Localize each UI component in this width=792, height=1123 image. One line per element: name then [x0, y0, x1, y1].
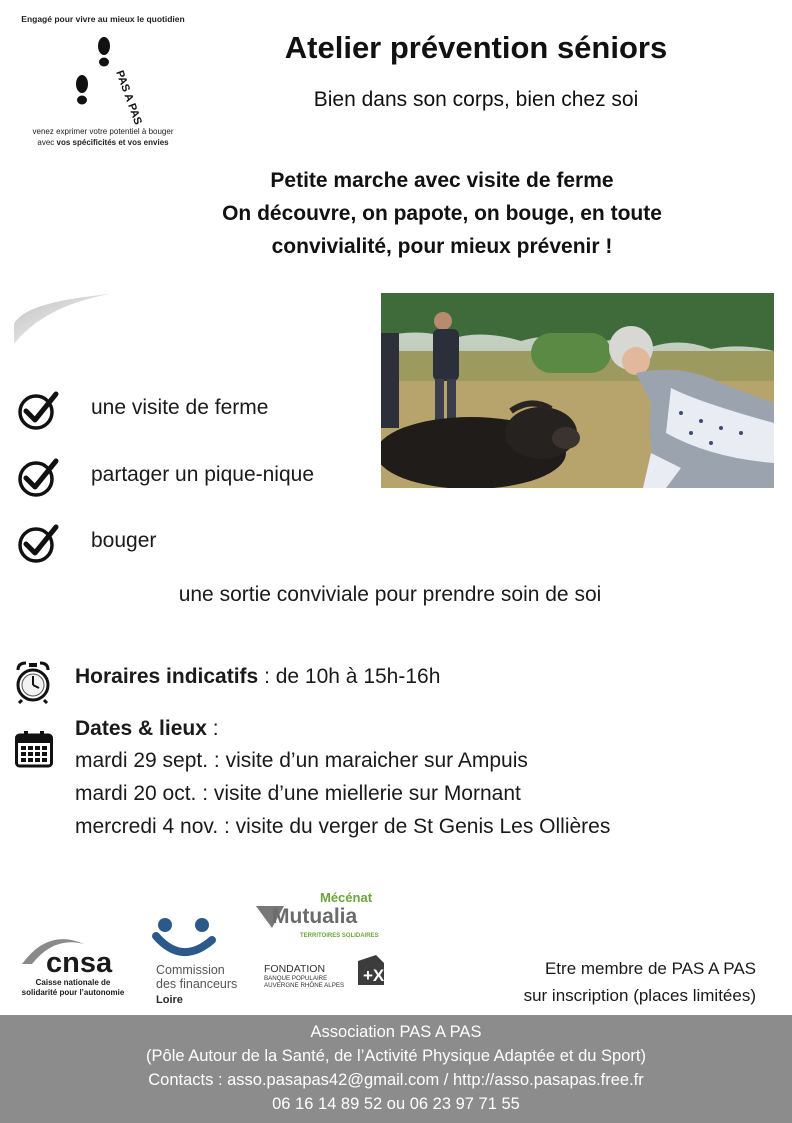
- decorative-swoosh: [14, 294, 114, 344]
- intro-line-2: On découvre, on papote, on bouge, en toute: [222, 202, 662, 225]
- outing-tagline: une sortie conviviale pour prendre soin de soi: [178, 583, 602, 606]
- mutualia-logo: [254, 888, 382, 942]
- intro-line-3: convivialité, pour mieux prévenir !: [271, 235, 613, 258]
- footprints-logo-mark: [66, 32, 146, 128]
- commission-line-3: Loire: [156, 994, 183, 1006]
- checkmark-icon: [16, 388, 60, 432]
- activity-label: bouger: [91, 529, 157, 552]
- logo-tagline-bottom: venez exprimer votre potentiel à bouger avec vos spécificités et vos envies: [32, 127, 174, 147]
- cnsa-sub-2: solidarité pour l’autonomie: [21, 988, 125, 997]
- date-item: mercredi 4 nov. : visite du verger de St Genis Les Ollières: [75, 815, 611, 838]
- hours-text: [75, 665, 440, 689]
- fondation-plus-x-mark: +X: [363, 966, 385, 985]
- intro-line-1: Petite marche avec visite de ferme: [270, 169, 614, 192]
- membership-line-2: sur inscription (places limitées): [523, 986, 756, 1005]
- commission-line-1: Commission: [156, 963, 225, 977]
- hours-value: : de 10h à 15h-16h: [258, 665, 441, 688]
- alarm-clock-icon: [14, 660, 52, 704]
- membership-info: [440, 955, 756, 1009]
- activity-item-farm-visit: [16, 388, 356, 432]
- membership-line-1: Etre membre de PAS A PAS: [544, 959, 756, 978]
- cnsa-sub-1: Caisse nationale de: [35, 978, 111, 987]
- dates-heading: Dates & lieux :: [75, 717, 219, 740]
- calendar-icon: [15, 730, 53, 768]
- mutualia-name: Mutualia: [272, 905, 358, 928]
- cnsa-name: cnsa: [46, 947, 113, 979]
- date-item: mardi 20 oct. : visite d’une miellerie sur Mornant: [75, 782, 521, 805]
- checkmark-icon: [16, 521, 60, 565]
- footer-association-full-name: (Pôle Autour de la Santé, de l’Activité Physique Adaptée et du Sport): [146, 1047, 646, 1065]
- page-subtitle: Bien dans son corps, bien chez soi: [313, 88, 639, 111]
- farm-visit-photo: [381, 293, 774, 488]
- footer-contacts: Contacts : asso.pasapas42@gmail.com / http://asso.pasapas.free.fr: [148, 1071, 644, 1089]
- hours-label: Horaires indicatifs: [75, 665, 259, 688]
- fondation-banque-populaire-logo: [262, 955, 388, 993]
- cnsa-logo: [18, 930, 128, 1002]
- activity-label: une visite de ferme: [91, 396, 269, 419]
- fondation-line-2: BANQUE POPULAIRE: [264, 975, 328, 982]
- mutualia-sub: TERRITOIRES SOLIDAIRES: [300, 933, 379, 939]
- activity-item-picnic: [16, 455, 356, 499]
- pasapas-logo: [14, 10, 192, 150]
- checkmark-icon: [16, 455, 60, 499]
- logo-mark-text: PAS A PAS: [113, 68, 144, 127]
- footer-association: Association PAS A PAS: [310, 1023, 482, 1041]
- activity-label: partager un pique-nique: [91, 463, 315, 486]
- footer-contact-band: [0, 1015, 792, 1123]
- activity-item-move: [16, 521, 356, 565]
- date-item: mardi 29 sept. : visite d’un maraicher sur Ampuis: [75, 749, 528, 772]
- commission-line-2: des financeurs: [156, 977, 238, 991]
- fondation-line-3: AUVERGNE RHÔNE ALPES: [264, 982, 345, 989]
- page-title: Atelier prévention séniors: [284, 30, 668, 65]
- mutualia-top: Mécénat: [320, 890, 373, 905]
- fondation-line-1: FONDATION: [264, 963, 326, 975]
- footer-phones: 06 16 14 89 52 ou 06 23 97 71 55: [272, 1095, 520, 1113]
- commission-financeurs-logo: [152, 916, 252, 1008]
- intro-text: [150, 164, 734, 263]
- logo-tagline-top: Engagé pour vivre au mieux le quotidien: [21, 14, 185, 24]
